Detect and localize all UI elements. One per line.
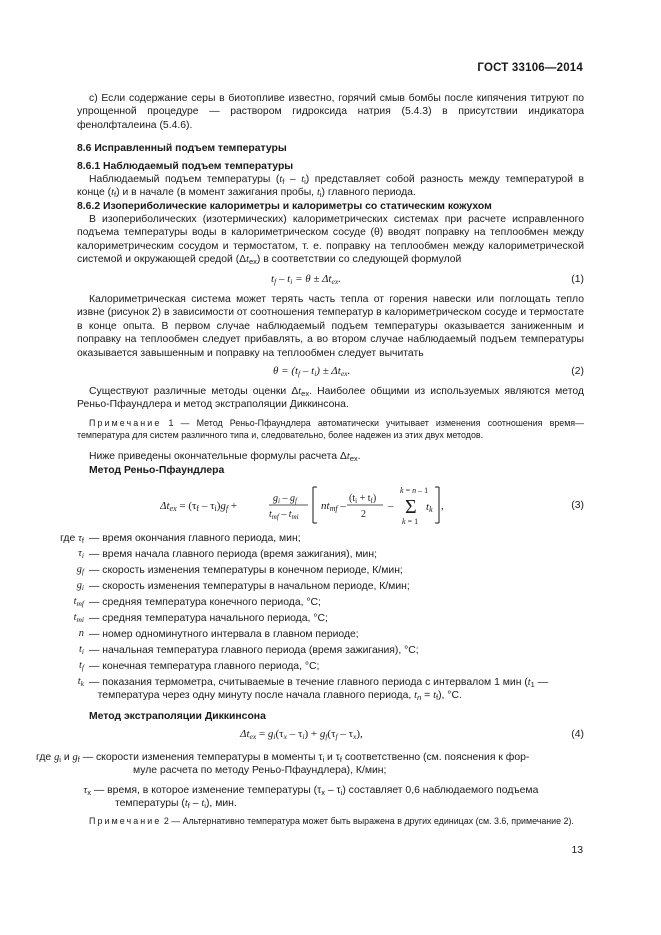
paragraph-methods: Существуют различные методы оценки $\Delta t_{ex}$. Наиболее общими из используемых являются метод Реньо-Пфаундлера и метод экстраполяции Диккинсона. xyxy=(77,386,584,411)
page-number: 13 xyxy=(571,845,583,856)
definition-text: — время окончания главного периода, мин; xyxy=(89,533,301,544)
definition-text: — скорость изменения температуры в начальном периоде, К/мин; xyxy=(89,581,410,592)
section-8-6-2-heading: 8.6.2 Изопериболические калориметры и калориметры со статическим кожухом xyxy=(77,201,492,212)
svg-text:2: 2 xyxy=(361,509,366,520)
definition-text: — средняя температура начального периода, °С; xyxy=(89,613,328,624)
definition-tk: — показания термометра, считываемые в течение главного периода с интервалом 1 мин ($t_1$ — температура через одну минуту после начала главного периода, $t_n = t_f$), °С. xyxy=(89,677,549,703)
paragraph-isoperibolic: В изопериболических (изотермических) калориметрических системах при расчете исправленного подъема температуры воды в калориметрическом сосуде (θ) вводят поправку на теплообмен между калориметрическим сосудом и термостатом, т. е. поправку на теплообмен между калориметрической системой и окружающей средой $(\Delta t_{ex})$ в соответствии со следующей формулой xyxy=(77,214,584,267)
definition-symbol: $\tau_i$ xyxy=(78,548,84,560)
definition-symbol: n xyxy=(78,628,84,639)
definition-where: где $\tau_f$ xyxy=(60,533,84,545)
definition-symbol: $t_{mi}$ xyxy=(73,612,84,624)
svg-text:,: , xyxy=(441,500,444,512)
equation-2: $\theta = (t_f - t_i) \pm \Delta t_{ex}$. xyxy=(273,365,351,378)
svg-text:k = n – 1: k = n – 1 xyxy=(400,486,429,495)
definition-text: — средняя температура конечного периода, °С; xyxy=(89,597,321,608)
definition-tau-x: $\tau_x$ — время, в которое изменение температуры $(\tau_x - \tau_i)$ составляет 0,6 наблюдаемого подъема температуры $(t_f - t_i)$, мин. xyxy=(83,785,539,811)
paragraph-final-formulas: Ниже приведены окончательные формулы расчета $\Delta t_{ex}$. xyxy=(89,451,361,463)
note-1: Примечание 1 — Метод Реньо-Пфаундлера автоматически учитывает изменения соотношения время—температура для систем различного типа и, следовательно, более надежен из этих двух методов. xyxy=(77,418,584,440)
paragraph-observed-rise: Наблюдаемый подъем температуры $(t_f - t_i)$ представляет собой разность между температурой в конце $(t_f)$ и в начале (в момент зажигания пробы, $t_i$) главного периода. xyxy=(77,174,585,200)
definition-text: — начальная температура главного периода (время зажигания), °С; xyxy=(89,645,419,656)
svg-text:gi – gf: $g_i - g_f$ xyxy=(273,493,297,505)
svg-text:tmf – tmi: $t_{mf} - t_{mi}$ xyxy=(269,509,299,521)
svg-text:Σ: Σ xyxy=(405,496,417,518)
note-2: Примечание 2 — Альтернативно температура может быть выражена в других единицах (см. 3.6, примечание 2). xyxy=(89,816,574,826)
equation-3-number: (3) xyxy=(571,500,584,511)
definition-gi-gf: где $g_i$ и $g_f$ — скорости изменения температуры в моменты $\tau_i$ и $\tau_f$ соответственно (см. пояснения к фор- муле расчета по методу Реньо-Пфаундлера), К/мин; xyxy=(36,752,530,777)
definition-text: — номер одноминутного интервала в главном периоде; xyxy=(89,629,359,640)
section-8-6-1-heading: 8.6.1 Наблюдаемый подъем температуры xyxy=(77,161,294,172)
method-dickinson-heading: Метод экстраполяции Диккинсона xyxy=(89,711,266,722)
definition-symbol: $t_f$ xyxy=(79,660,84,672)
paragraph-c: c) Если содержание серы в биотопливе известно, горячий смыв бомбы после кипячения титруют по упрощенной процедуре — раствором гидроксида натрия (5.4.3) в присутствии индикатора фенолфталеина (5.4.6). xyxy=(77,93,584,131)
definition-symbol: $t_{mf}$ xyxy=(73,596,84,608)
definition-symbol: $t_i$ xyxy=(79,644,84,656)
definition-text: — конечная температура главного периода, °С; xyxy=(89,661,320,672)
equation-4: $\Delta t_{ex} = g_i(\tau_x - \tau_i) + g_f(\tau_f - \tau_x)$, xyxy=(240,728,363,741)
svg-text:k = 1: k = 1 xyxy=(402,517,419,526)
equation-4-number: (4) xyxy=(571,729,584,740)
paragraph-heat-loss: Калориметрическая система может терять часть тепла от горения навески или поглощать тепло извне (рисунок 2) в зависимости от соотношения температур в калориметрическом сосуде и термостате в конце опыта. В первом случае наблюдаемый подъем температуры оказывается заниженным и поправку на теплообмен следует прибавлять, а во втором случае наблюдаемый подъем температуры оказывается завышенным и поправку на теплообмен следует вычитать xyxy=(77,294,584,359)
definition-text: — скорость изменения температуры в конечном периоде, К/мин; xyxy=(89,565,403,576)
definition-symbol: $g_f$ xyxy=(76,564,84,576)
standard-number: ГОСТ 33106—2014 xyxy=(477,62,583,74)
method-regnault-heading: Метод Реньо-Пфаундлера xyxy=(89,465,225,476)
equation-1-number: (1) xyxy=(571,274,584,285)
definition-symbol: $t_k$ xyxy=(77,676,84,688)
equation-3 xyxy=(160,484,490,526)
definition-text: — время начала главного периода (время зажигания), мин; xyxy=(89,549,377,560)
equation-2-number: (2) xyxy=(571,366,584,377)
definition-symbol: $g_i$ xyxy=(76,580,84,592)
svg-text:tk: tk xyxy=(426,501,433,514)
section-8-6-heading: 8.6 Исправленный подъем температуры xyxy=(77,143,287,154)
svg-text:ntmf –: ntmf – xyxy=(321,500,346,513)
equation-1: $t_f - t_i = \theta \pm \Delta t_{ex}$. xyxy=(271,273,341,286)
svg-text:Δtex = (τf – τi)gf +: Δtex = (τf – τi)gf + xyxy=(160,500,238,513)
svg-text:(ti + tf): $(t_i + t_f)$ xyxy=(349,493,377,505)
svg-text:–: – xyxy=(388,500,394,512)
